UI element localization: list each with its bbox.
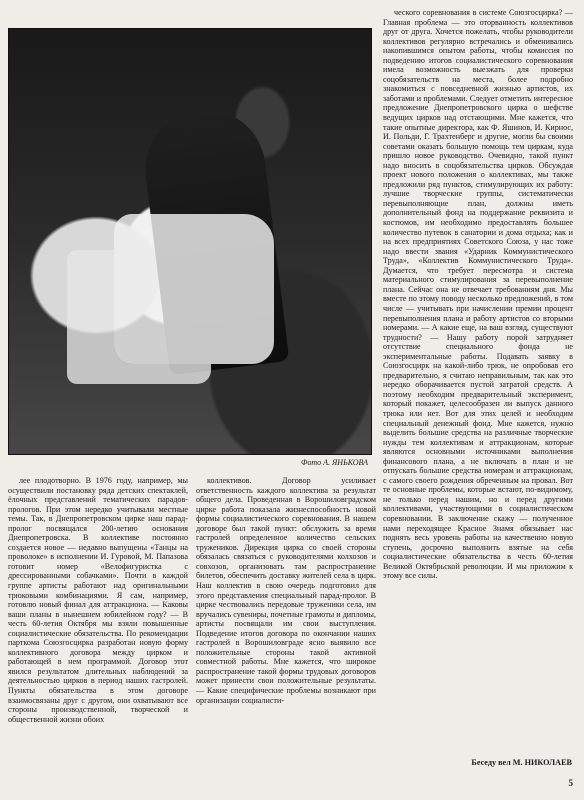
article-signature: Беседу вел М. НИКОЛАЕВ: [471, 758, 572, 767]
circus-photo: [8, 28, 372, 455]
article-text-left: лее плодотворно. В 1976 году, например, мы осуществили постановку ряда детских спектаклей, ёлочных представлений тематических парадов-прологов. При этом нередко учитывали местные темы. Так, в Днепропетровском цирке наш парад-пролог посвящался 200-летию основания Днепропетровска. В коллективе постоянно создается новое — недавно выпущены «Танцы на проволоке» в исполнении И. Гуровой, М. Папазова готовит номер «Велофигуристка с дрессированными собачками». Почти в каждой группе артисты работают над оригинальными трюковыми комбинациями. Я сам, например, готовлю новый финал для аттракциона. — Каковы ваши планы в нынешнем юбилейном году? — В честь 60-летия Октября мы взяли повышенные социалистические обязательства. По рекомендации парткома Союзгосцирка разработан новую форму коллективного договора между цирком и работающей в нем программой. Договор этот явился результатом длительных наблюдений за деятельностью цирков в период наших гастролей. Пункты обязательства в этом договоре взаимосвязаны друг с другом, они охватывают все стороны производственной, творческой и общественной жизни обоих: [8, 476, 188, 724]
article-column-right: [383, 8, 573, 772]
photo-credit: Фото А. ЯНЬКОВА: [300, 458, 368, 467]
article-text-right: ческого соревнования в системе Союзгосцирка? — Главная проблема — это оторванность коллективов друг от друга. Хочется пожелать, чтобы руководители коллективов регулярно встречались и обменивались накопившимся опытом работы, чтобы комиссия по подведению итогов социалистического соревнования имела возможность выезжать для проверки соцобязательств на места, более подробно знакомиться с повседневной жизнью артистов, их заботами и проблемами. Следует отметить интересное предложение Днепропетровского цирка о шефстве ведущих цирков над отстающими. Мне кажется, что такие опытные директора, как Ф. Яшинов, И. Кирнос, И. Польди, Г. Трахтенберг и другие, могли бы своими советами оказать большую помощь тем циркам, куда пришло новое руководство. Очевидно, такой пункт надо вносить в соцобязательства цирков. Обсуждая проект нового положения о коллективах, мы также предложили ряд пунктов, стимулирующих их работу: лучшие творческие группы, систематически перевыполняющие план, должны иметь дополнительный фонд на поддержание реквизита и костюмов, им необходимо предоставлять большее количество путевок в санатории и дома отдыха; как и на всех предприятиях Советского Союза, у нас тоже надо ввести звания «Ударник Коммунистического Труда», «Коллектив Коммунистического Труда». Думается, что требует пересмотра и система материального стимулирования за перевыполнение плана. Сейчас она не отвечает требованиям дня. Мы вместе по этому поводу несколько предложений, в том числе — учитывать при начислении премии процент перевыполнения плана и работу артистов со вторыми номерами. — А какие еще, на ваш взгляд, существуют трудности? — Нашу работу порой затрудняет отсутствие специального фонда не экспериментальные работы. Подавать заявку в Союзгосцирк на какой-либо трюк, не опробовав его предварительно, я считаю неправильным, так как это нередко оборачивается пустой затратой средств. А поэтому необходим предварительный эксперимент, который покажет, целесообразен ли выпуск данного трюка или нет. Вот для этих целей и необходим специальный денежный фонд. Мне кажется, нужно выделить большие средства на различные творческие нужды тем коллективам и аттракционам, которые являются основными источниками выполнения финансового плана, а не включать в план и не отпускать большие средства номерам и аттракционам, с самого своего рождения обреченным на провал. Вот те основные проблемы, которые встают, по-видимому, не только перед нашим, но и перед другими коллективами, участвующими в социалистическом соревновании. В заключение скажу — полученное нами переходящее Красное Знамя обязывает нас поднять весь уровень работы на качественно новую ступень, досрочно выполнить взятые на себя социалистические обязательства в честь 60-летия Великой Октябрьской революции. И мы приложим к этому все силы.: [383, 8, 573, 581]
article-column-left: [8, 476, 188, 768]
article-text-middle: коллективов. Договор усиливает ответственность каждого коллектива за результат общего дела. Проведенная в Ворошиловградском цирке работа показала жизнеспособность новой формы социалистического соревнования. В нашем договоре был такой пункт: обслужить за время гастролей определенное количество сельских тружеников. Дирекция цирка со своей стороны обязалась связаться с руководителями колхозов и совхозов, организовать там распространение билетов, обеспечить доставку жителей села в цирк. Наш коллектив в свою очередь подготовил для этого представления специальный парад-пролог. В цирке чествовались передовые труженики села, им вручались сувениры, почетные грамоты и дипломы, артисты посвящали им свои выступления. Подведение итогов договора по окончании наших гастролей в Ворошиловграде ясно выявило все положительные стороны такой активной совместной работы. Мне кажется, что широкое распространение такой формы трудовых договоров может принести свои положительные результаты. — Какие специфические проблемы возникают при организации социалисти-: [196, 476, 376, 705]
article-column-middle: [196, 476, 376, 768]
page-number: 5: [568, 778, 573, 788]
